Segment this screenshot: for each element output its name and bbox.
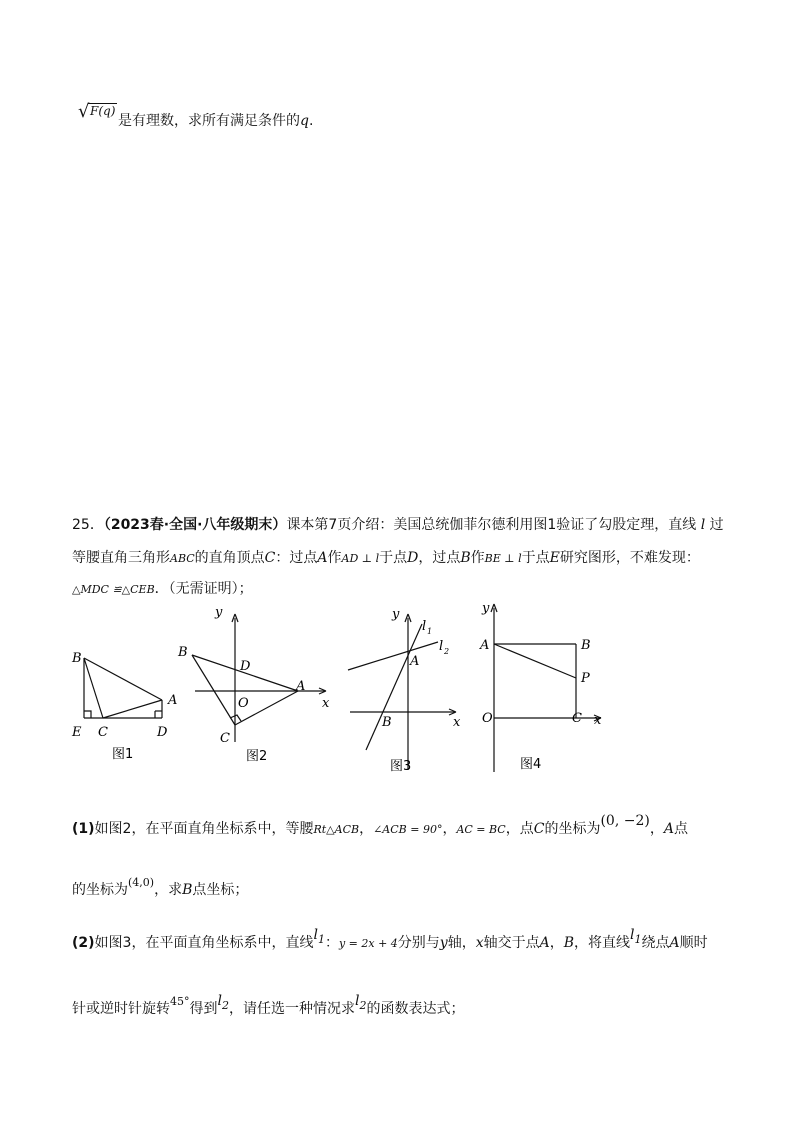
fig3-caption: 图3 xyxy=(390,759,412,774)
fig2-label-y: y xyxy=(215,605,223,620)
fig2-caption: 图2 xyxy=(246,749,268,764)
fig3-label-l1: l xyxy=(422,619,427,634)
problem-25-line-1: 25．（2023春·全国·八年级期末）课本第7页介绍：美国总统伽菲尔德利用图1验证了勾股定理，直线 l 过 xyxy=(72,517,724,533)
fig4-label-C: C xyxy=(572,711,582,726)
fig2-label-A: A xyxy=(296,679,306,694)
figure-4 xyxy=(491,604,601,772)
part-2-line-2: 针或逆时针旋转$^{45^\circ}$得到$l_2$，请任选一种情况求$l_2$的函数表达式； xyxy=(72,993,465,1017)
fig3-label-l1-sub: 1 xyxy=(427,627,433,636)
problem-source: （2023春·全国·八年级期末） xyxy=(103,517,287,533)
fig2-label-C: C xyxy=(220,731,230,746)
fig4-caption: 图4 xyxy=(520,757,542,772)
fig3-label-A: A xyxy=(410,654,420,669)
figure-1 xyxy=(84,658,162,718)
fig4-label-x: x xyxy=(594,713,602,728)
fig3-label-B: B xyxy=(382,715,392,730)
fig4-label-O: O xyxy=(482,711,493,726)
fig2-label-x: x xyxy=(322,696,330,711)
part-1-line-2: 的坐标为$^{(4,0)}$，求B点坐标； xyxy=(72,876,249,898)
part-1-line-1: (1)如图2，在平面直角坐标系中，等腰Rt△ACB，∠ACB = 90°，AC = BC，点C的坐标为(0, −2)，A点 xyxy=(72,813,688,837)
part-2-line-1: (2)如图3，在平面直角坐标系中，直线$l_1$：y = 2x + 4分别与y轴，x轴交于点A，B，将直线$l_1$绕点A顺时 xyxy=(72,927,708,951)
fig2-label-O: O xyxy=(238,696,249,711)
intro-line xyxy=(78,101,117,122)
fig3-label-x: x xyxy=(453,715,461,730)
fig1-label-A: A xyxy=(168,693,178,708)
intro-text: 是有理数，求所有满足条件的q. xyxy=(118,113,314,129)
fig1-label-B: B xyxy=(72,651,82,666)
problem-25-line-3: △MDC ≌△CEB．（无需证明）； xyxy=(72,581,253,597)
figure-3 xyxy=(348,614,456,770)
sqrt-expression: √ F(q) xyxy=(78,101,116,122)
problem-25-line-2: 等腰直角三角形ABC的直角顶点C：过点A作AD ⊥ l于点D，过点B作BE ⊥ l于点E研究图形，不难发现： xyxy=(72,550,700,566)
fig4-label-P: P xyxy=(581,671,590,686)
fig1-label-E: E xyxy=(72,725,82,740)
fig2-label-D: D xyxy=(240,659,251,674)
fig4-label-A: A xyxy=(480,638,490,653)
figures xyxy=(60,600,620,780)
fig3-label-y: y xyxy=(392,607,400,622)
figure-2 xyxy=(192,614,326,742)
fig2-label-B: B xyxy=(178,645,188,660)
fig3-label-l2-sub: 2 xyxy=(444,647,450,656)
fig1-label-D: D xyxy=(157,725,168,740)
fig4-label-B: B xyxy=(581,638,591,653)
fig1-label-C: C xyxy=(98,725,108,740)
fig3-label-l2: l xyxy=(439,639,444,654)
fig4-label-y: y xyxy=(482,601,490,616)
fig1-caption: 图1 xyxy=(112,747,134,762)
